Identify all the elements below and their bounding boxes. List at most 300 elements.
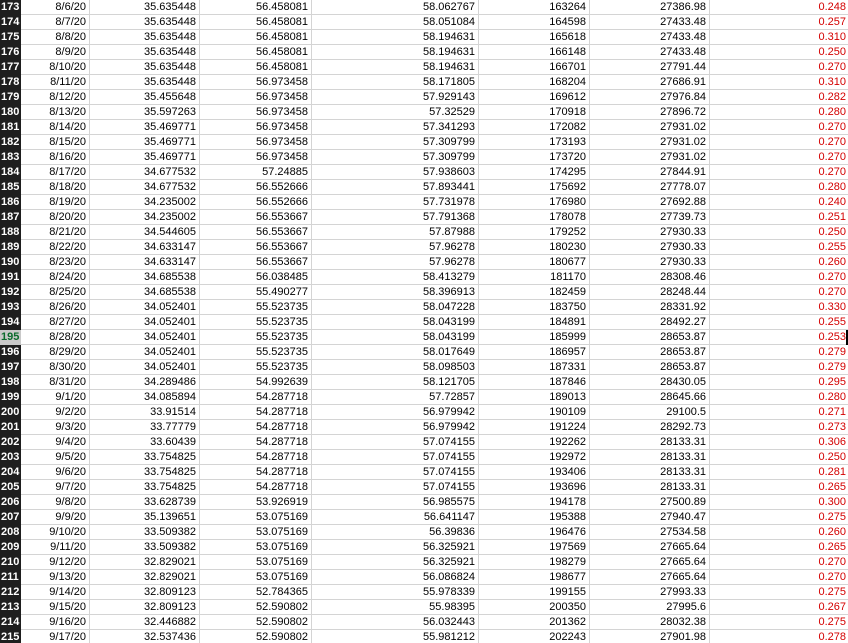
value-cell-a[interactable]: 33.628739 bbox=[90, 495, 200, 510]
row-header[interactable]: 191 bbox=[1, 271, 20, 283]
value-cell-a[interactable]: 35.455648 bbox=[90, 90, 200, 105]
ratio-cell[interactable]: 0.330 bbox=[818, 301, 846, 313]
value-cell-c[interactable]: 57.309799 bbox=[312, 150, 479, 165]
row-header[interactable]: 200 bbox=[1, 406, 20, 418]
date-cell[interactable]: 8/20/20 bbox=[21, 210, 90, 225]
row-header[interactable]: 205 bbox=[1, 481, 20, 493]
count-cell[interactable]: 174295 bbox=[479, 165, 590, 180]
value-cell-b[interactable]: 54.287718 bbox=[200, 435, 312, 450]
ratio-cell[interactable]: 0.270 bbox=[818, 271, 846, 283]
date-cell[interactable]: 8/29/20 bbox=[21, 345, 90, 360]
amount-cell[interactable]: 27930.33 bbox=[590, 240, 710, 255]
ratio-cell[interactable]: 0.265 bbox=[818, 541, 846, 553]
value-cell-b[interactable]: 55.490277 bbox=[200, 285, 312, 300]
count-cell[interactable]: 193696 bbox=[479, 480, 590, 495]
row-header[interactable]: 210 bbox=[1, 556, 20, 568]
value-cell-a[interactable]: 32.809123 bbox=[90, 600, 200, 615]
ratio-cell[interactable]: 0.257 bbox=[818, 16, 846, 28]
value-cell-a[interactable]: 33.754825 bbox=[90, 465, 200, 480]
value-cell-a[interactable]: 35.469771 bbox=[90, 120, 200, 135]
value-cell-a[interactable]: 35.635448 bbox=[90, 60, 200, 75]
date-cell[interactable]: 9/4/20 bbox=[21, 435, 90, 450]
value-cell-a[interactable]: 32.829021 bbox=[90, 570, 200, 585]
value-cell-c[interactable]: 56.979942 bbox=[312, 405, 479, 420]
value-cell-c[interactable]: 57.341293 bbox=[312, 120, 479, 135]
value-cell-c[interactable]: 55.98395 bbox=[312, 600, 479, 615]
amount-cell[interactable]: 27940.47 bbox=[590, 510, 710, 525]
value-cell-a[interactable]: 35.635448 bbox=[90, 30, 200, 45]
count-cell[interactable]: 183750 bbox=[479, 300, 590, 315]
row-header[interactable]: 187 bbox=[1, 211, 20, 223]
row-header[interactable]: 181 bbox=[1, 121, 20, 133]
ratio-cell[interactable]: 0.250 bbox=[818, 46, 846, 58]
value-cell-c[interactable]: 57.893441 bbox=[312, 180, 479, 195]
date-cell[interactable]: 8/28/20 bbox=[21, 330, 90, 345]
date-cell[interactable]: 8/12/20 bbox=[21, 90, 90, 105]
date-cell[interactable]: 8/30/20 bbox=[21, 360, 90, 375]
ratio-cell[interactable]: 0.310 bbox=[818, 31, 846, 43]
row-header[interactable]: 215 bbox=[1, 631, 20, 643]
row-header[interactable]: 214 bbox=[1, 616, 20, 628]
amount-cell[interactable]: 28133.31 bbox=[590, 480, 710, 495]
amount-cell[interactable]: 28430.05 bbox=[590, 375, 710, 390]
count-cell[interactable]: 166701 bbox=[479, 60, 590, 75]
value-cell-c[interactable]: 57.87988 bbox=[312, 225, 479, 240]
ratio-cell[interactable]: 0.279 bbox=[818, 346, 846, 358]
date-cell[interactable]: 8/10/20 bbox=[21, 60, 90, 75]
amount-cell[interactable]: 27931.02 bbox=[590, 150, 710, 165]
amount-cell[interactable]: 27534.58 bbox=[590, 525, 710, 540]
value-cell-b[interactable]: 56.458081 bbox=[200, 30, 312, 45]
ratio-cell[interactable]: 0.310 bbox=[818, 76, 846, 88]
value-cell-a[interactable]: 34.052401 bbox=[90, 345, 200, 360]
date-cell[interactable]: 9/10/20 bbox=[21, 525, 90, 540]
value-cell-c[interactable]: 58.194631 bbox=[312, 45, 479, 60]
count-cell[interactable]: 178078 bbox=[479, 210, 590, 225]
value-cell-b[interactable]: 53.075169 bbox=[200, 510, 312, 525]
value-cell-c[interactable]: 57.731978 bbox=[312, 195, 479, 210]
amount-cell[interactable]: 28032.38 bbox=[590, 615, 710, 630]
value-cell-a[interactable]: 34.544605 bbox=[90, 225, 200, 240]
value-cell-b[interactable]: 56.458081 bbox=[200, 15, 312, 30]
row-header[interactable]: 198 bbox=[1, 376, 20, 388]
count-cell[interactable]: 186957 bbox=[479, 345, 590, 360]
value-cell-a[interactable]: 35.469771 bbox=[90, 135, 200, 150]
date-cell[interactable]: 9/12/20 bbox=[21, 555, 90, 570]
row-header[interactable]: 173 bbox=[1, 1, 20, 13]
value-cell-c[interactable]: 56.641147 bbox=[312, 510, 479, 525]
value-cell-b[interactable]: 56.458081 bbox=[200, 0, 312, 15]
row-header[interactable]: 182 bbox=[1, 136, 20, 148]
value-cell-c[interactable]: 57.32529 bbox=[312, 105, 479, 120]
date-cell[interactable]: 8/31/20 bbox=[21, 375, 90, 390]
ratio-cell[interactable]: 0.275 bbox=[818, 616, 846, 628]
amount-cell[interactable]: 27896.72 bbox=[590, 105, 710, 120]
count-cell[interactable]: 195388 bbox=[479, 510, 590, 525]
ratio-cell[interactable]: 0.270 bbox=[818, 121, 846, 133]
date-cell[interactable]: 8/14/20 bbox=[21, 120, 90, 135]
value-cell-a[interactable]: 34.052401 bbox=[90, 315, 200, 330]
ratio-cell[interactable]: 0.271 bbox=[818, 406, 846, 418]
date-cell[interactable]: 8/6/20 bbox=[21, 0, 90, 15]
value-cell-a[interactable]: 35.635448 bbox=[90, 0, 200, 15]
value-cell-b[interactable]: 55.523735 bbox=[200, 315, 312, 330]
value-cell-a[interactable]: 33.509382 bbox=[90, 525, 200, 540]
row-header[interactable]: 174 bbox=[1, 16, 20, 28]
row-header[interactable]: 207 bbox=[1, 511, 20, 523]
value-cell-b[interactable]: 57.24885 bbox=[200, 165, 312, 180]
amount-cell[interactable]: 29100.5 bbox=[590, 405, 710, 420]
count-cell[interactable]: 163264 bbox=[479, 0, 590, 15]
row-header[interactable]: 180 bbox=[1, 106, 20, 118]
date-cell[interactable]: 9/11/20 bbox=[21, 540, 90, 555]
value-cell-c[interactable]: 58.194631 bbox=[312, 30, 479, 45]
date-cell[interactable]: 8/17/20 bbox=[21, 165, 90, 180]
value-cell-b[interactable]: 53.075169 bbox=[200, 555, 312, 570]
date-cell[interactable]: 9/5/20 bbox=[21, 450, 90, 465]
value-cell-b[interactable]: 54.287718 bbox=[200, 465, 312, 480]
ratio-cell[interactable]: 0.260 bbox=[818, 256, 846, 268]
value-cell-c[interactable]: 57.72857 bbox=[312, 390, 479, 405]
date-cell[interactable]: 8/25/20 bbox=[21, 285, 90, 300]
value-cell-a[interactable]: 33.77779 bbox=[90, 420, 200, 435]
value-cell-c[interactable]: 57.074155 bbox=[312, 450, 479, 465]
count-cell[interactable]: 193406 bbox=[479, 465, 590, 480]
value-cell-a[interactable]: 34.633147 bbox=[90, 240, 200, 255]
ratio-cell[interactable]: 0.270 bbox=[818, 136, 846, 148]
value-cell-c[interactable]: 58.043199 bbox=[312, 315, 479, 330]
ratio-cell[interactable]: 0.295 bbox=[818, 376, 846, 388]
value-cell-c[interactable]: 57.074155 bbox=[312, 465, 479, 480]
value-cell-b[interactable]: 56.553667 bbox=[200, 255, 312, 270]
value-cell-c[interactable]: 56.032443 bbox=[312, 615, 479, 630]
row-header[interactable]: 186 bbox=[1, 196, 20, 208]
count-cell[interactable]: 175692 bbox=[479, 180, 590, 195]
value-cell-b[interactable]: 53.075169 bbox=[200, 525, 312, 540]
row-header[interactable]: 193 bbox=[1, 301, 20, 313]
date-cell[interactable]: 9/13/20 bbox=[21, 570, 90, 585]
row-header[interactable]: 206 bbox=[1, 496, 20, 508]
ratio-cell[interactable]: 0.253 bbox=[818, 331, 846, 343]
ratio-cell[interactable]: 0.280 bbox=[818, 106, 846, 118]
amount-cell[interactable]: 27844.91 bbox=[590, 165, 710, 180]
value-cell-a[interactable]: 34.685538 bbox=[90, 285, 200, 300]
value-cell-b[interactable]: 56.458081 bbox=[200, 60, 312, 75]
row-header[interactable]: 179 bbox=[1, 91, 20, 103]
value-cell-c[interactable]: 58.121705 bbox=[312, 375, 479, 390]
date-cell[interactable]: 8/23/20 bbox=[21, 255, 90, 270]
row-header[interactable]: 185 bbox=[1, 181, 20, 193]
count-cell[interactable]: 164598 bbox=[479, 15, 590, 30]
value-cell-c[interactable]: 56.39836 bbox=[312, 525, 479, 540]
count-cell[interactable]: 199155 bbox=[479, 585, 590, 600]
value-cell-a[interactable]: 34.633147 bbox=[90, 255, 200, 270]
count-cell[interactable]: 168204 bbox=[479, 75, 590, 90]
row-header[interactable]: 190 bbox=[1, 256, 20, 268]
amount-cell[interactable]: 27931.02 bbox=[590, 120, 710, 135]
date-cell[interactable]: 8/26/20 bbox=[21, 300, 90, 315]
amount-cell[interactable]: 28248.44 bbox=[590, 285, 710, 300]
value-cell-c[interactable]: 57.074155 bbox=[312, 480, 479, 495]
amount-cell[interactable]: 28645.66 bbox=[590, 390, 710, 405]
value-cell-b[interactable]: 56.038485 bbox=[200, 270, 312, 285]
ratio-cell[interactable]: 0.280 bbox=[818, 391, 846, 403]
amount-cell[interactable]: 28133.31 bbox=[590, 435, 710, 450]
value-cell-b[interactable]: 53.075169 bbox=[200, 540, 312, 555]
amount-cell[interactable]: 27386.98 bbox=[590, 0, 710, 15]
value-cell-a[interactable]: 35.139651 bbox=[90, 510, 200, 525]
count-cell[interactable]: 169612 bbox=[479, 90, 590, 105]
value-cell-a[interactable]: 32.829021 bbox=[90, 555, 200, 570]
value-cell-b[interactable]: 56.973458 bbox=[200, 105, 312, 120]
date-cell[interactable]: 8/24/20 bbox=[21, 270, 90, 285]
date-cell[interactable]: 8/15/20 bbox=[21, 135, 90, 150]
amount-cell[interactable]: 27931.02 bbox=[590, 135, 710, 150]
date-cell[interactable]: 9/6/20 bbox=[21, 465, 90, 480]
amount-cell[interactable]: 27665.64 bbox=[590, 555, 710, 570]
date-cell[interactable]: 8/9/20 bbox=[21, 45, 90, 60]
value-cell-a[interactable]: 33.91514 bbox=[90, 405, 200, 420]
row-header[interactable]: 183 bbox=[1, 151, 20, 163]
amount-cell[interactable]: 27686.91 bbox=[590, 75, 710, 90]
count-cell[interactable]: 196476 bbox=[479, 525, 590, 540]
date-cell[interactable]: 8/21/20 bbox=[21, 225, 90, 240]
ratio-cell[interactable]: 0.270 bbox=[818, 166, 846, 178]
amount-cell[interactable]: 27930.33 bbox=[590, 255, 710, 270]
date-cell[interactable]: 8/11/20 bbox=[21, 75, 90, 90]
value-cell-c[interactable]: 58.062767 bbox=[312, 0, 479, 15]
count-cell[interactable]: 172082 bbox=[479, 120, 590, 135]
value-cell-c[interactable]: 56.979942 bbox=[312, 420, 479, 435]
amount-cell[interactable]: 27739.73 bbox=[590, 210, 710, 225]
row-header[interactable]: 188 bbox=[1, 226, 20, 238]
date-cell[interactable]: 9/14/20 bbox=[21, 585, 90, 600]
amount-cell[interactable]: 27665.64 bbox=[590, 570, 710, 585]
value-cell-b[interactable]: 55.523735 bbox=[200, 300, 312, 315]
count-cell[interactable]: 190109 bbox=[479, 405, 590, 420]
value-cell-a[interactable]: 34.052401 bbox=[90, 300, 200, 315]
value-cell-b[interactable]: 56.552666 bbox=[200, 195, 312, 210]
row-header[interactable]: 177 bbox=[1, 61, 20, 73]
ratio-cell[interactable]: 0.300 bbox=[818, 496, 846, 508]
row-header[interactable]: 195 bbox=[1, 331, 20, 343]
value-cell-b[interactable]: 56.973458 bbox=[200, 120, 312, 135]
row-header[interactable]: 212 bbox=[1, 586, 20, 598]
amount-cell[interactable]: 27500.89 bbox=[590, 495, 710, 510]
date-cell[interactable]: 8/19/20 bbox=[21, 195, 90, 210]
ratio-cell[interactable]: 0.275 bbox=[818, 511, 846, 523]
amount-cell[interactable]: 27791.44 bbox=[590, 60, 710, 75]
amount-cell[interactable]: 28133.31 bbox=[590, 465, 710, 480]
value-cell-a[interactable]: 34.052401 bbox=[90, 330, 200, 345]
ratio-cell[interactable]: 0.255 bbox=[818, 316, 846, 328]
value-cell-b[interactable]: 56.458081 bbox=[200, 45, 312, 60]
date-cell[interactable]: 9/9/20 bbox=[21, 510, 90, 525]
value-cell-a[interactable]: 33.754825 bbox=[90, 450, 200, 465]
value-cell-c[interactable]: 55.981212 bbox=[312, 630, 479, 643]
date-cell[interactable]: 8/16/20 bbox=[21, 150, 90, 165]
value-cell-a[interactable]: 34.235002 bbox=[90, 195, 200, 210]
value-cell-c[interactable]: 58.043199 bbox=[312, 330, 479, 345]
amount-cell[interactable]: 27692.88 bbox=[590, 195, 710, 210]
row-header[interactable]: 201 bbox=[1, 421, 20, 433]
amount-cell[interactable]: 27433.48 bbox=[590, 30, 710, 45]
value-cell-a[interactable]: 34.677532 bbox=[90, 180, 200, 195]
value-cell-b[interactable]: 56.552666 bbox=[200, 180, 312, 195]
ratio-cell[interactable]: 0.267 bbox=[818, 601, 846, 613]
ratio-cell[interactable]: 0.270 bbox=[818, 571, 846, 583]
date-cell[interactable]: 8/18/20 bbox=[21, 180, 90, 195]
ratio-cell[interactable]: 0.248 bbox=[818, 1, 846, 13]
value-cell-b[interactable]: 56.973458 bbox=[200, 75, 312, 90]
count-cell[interactable]: 176980 bbox=[479, 195, 590, 210]
date-cell[interactable]: 8/13/20 bbox=[21, 105, 90, 120]
count-cell[interactable]: 198677 bbox=[479, 570, 590, 585]
amount-cell[interactable]: 27433.48 bbox=[590, 15, 710, 30]
value-cell-b[interactable]: 52.590802 bbox=[200, 615, 312, 630]
value-cell-b[interactable]: 54.287718 bbox=[200, 480, 312, 495]
value-cell-b[interactable]: 55.523735 bbox=[200, 345, 312, 360]
amount-cell[interactable]: 28292.73 bbox=[590, 420, 710, 435]
amount-cell[interactable]: 28653.87 bbox=[590, 360, 710, 375]
value-cell-b[interactable]: 52.590802 bbox=[200, 600, 312, 615]
value-cell-a[interactable]: 34.085894 bbox=[90, 390, 200, 405]
value-cell-b[interactable]: 52.590802 bbox=[200, 630, 312, 643]
count-cell[interactable]: 201362 bbox=[479, 615, 590, 630]
value-cell-c[interactable]: 56.985575 bbox=[312, 495, 479, 510]
amount-cell[interactable]: 28653.87 bbox=[590, 345, 710, 360]
value-cell-b[interactable]: 54.287718 bbox=[200, 390, 312, 405]
row-header[interactable]: 197 bbox=[1, 361, 20, 373]
value-cell-a[interactable]: 35.597263 bbox=[90, 105, 200, 120]
count-cell[interactable]: 173193 bbox=[479, 135, 590, 150]
count-cell[interactable]: 198279 bbox=[479, 555, 590, 570]
count-cell[interactable]: 191224 bbox=[479, 420, 590, 435]
value-cell-c[interactable]: 57.309799 bbox=[312, 135, 479, 150]
value-cell-a[interactable]: 33.754825 bbox=[90, 480, 200, 495]
value-cell-c[interactable]: 58.194631 bbox=[312, 60, 479, 75]
value-cell-c[interactable]: 58.171805 bbox=[312, 75, 479, 90]
row-header[interactable]: 194 bbox=[1, 316, 20, 328]
value-cell-a[interactable]: 35.469771 bbox=[90, 150, 200, 165]
ratio-cell[interactable]: 0.270 bbox=[818, 61, 846, 73]
amount-cell[interactable]: 27930.33 bbox=[590, 225, 710, 240]
amount-cell[interactable]: 27433.48 bbox=[590, 45, 710, 60]
amount-cell[interactable]: 27995.6 bbox=[590, 600, 710, 615]
value-cell-c[interactable]: 57.929143 bbox=[312, 90, 479, 105]
amount-cell[interactable]: 28308.46 bbox=[590, 270, 710, 285]
row-header[interactable]: 211 bbox=[0, 570, 21, 585]
count-cell[interactable]: 180230 bbox=[479, 240, 590, 255]
date-cell[interactable]: 9/1/20 bbox=[21, 390, 90, 405]
value-cell-c[interactable]: 57.96278 bbox=[312, 255, 479, 270]
value-cell-a[interactable]: 34.289486 bbox=[90, 375, 200, 390]
value-cell-b[interactable]: 56.553667 bbox=[200, 225, 312, 240]
count-cell[interactable]: 182459 bbox=[479, 285, 590, 300]
date-cell[interactable]: 9/8/20 bbox=[21, 495, 90, 510]
count-cell[interactable]: 187846 bbox=[479, 375, 590, 390]
amount-cell[interactable]: 28492.27 bbox=[590, 315, 710, 330]
value-cell-c[interactable]: 58.051084 bbox=[312, 15, 479, 30]
value-cell-c[interactable]: 57.791368 bbox=[312, 210, 479, 225]
count-cell[interactable]: 189013 bbox=[479, 390, 590, 405]
ratio-cell[interactable]: 0.250 bbox=[818, 226, 846, 238]
date-cell[interactable]: 9/15/20 bbox=[21, 600, 90, 615]
count-cell[interactable]: 173720 bbox=[479, 150, 590, 165]
date-cell[interactable]: 9/16/20 bbox=[21, 615, 90, 630]
row-header[interactable]: 202 bbox=[1, 436, 20, 448]
row-header[interactable]: 199 bbox=[1, 391, 20, 403]
row-header[interactable]: 209 bbox=[1, 541, 20, 553]
value-cell-a[interactable]: 34.685538 bbox=[90, 270, 200, 285]
value-cell-b[interactable]: 53.926919 bbox=[200, 495, 312, 510]
ratio-cell[interactable]: 0.280 bbox=[818, 181, 846, 193]
ratio-cell[interactable]: 0.282 bbox=[818, 91, 846, 103]
row-header[interactable]: 213 bbox=[1, 601, 20, 613]
value-cell-b[interactable]: 55.523735 bbox=[200, 360, 312, 375]
value-cell-a[interactable]: 32.446882 bbox=[90, 615, 200, 630]
value-cell-c[interactable]: 58.396913 bbox=[312, 285, 479, 300]
amount-cell[interactable]: 27976.84 bbox=[590, 90, 710, 105]
date-cell[interactable]: 8/22/20 bbox=[21, 240, 90, 255]
value-cell-c[interactable]: 56.325921 bbox=[312, 540, 479, 555]
value-cell-b[interactable]: 53.075169 bbox=[200, 570, 312, 585]
value-cell-b[interactable]: 56.973458 bbox=[200, 90, 312, 105]
value-cell-a[interactable]: 35.635448 bbox=[90, 75, 200, 90]
date-cell[interactable]: 9/17/20 bbox=[21, 630, 90, 643]
value-cell-a[interactable]: 34.052401 bbox=[90, 360, 200, 375]
amount-cell[interactable]: 27665.64 bbox=[590, 540, 710, 555]
value-cell-c[interactable]: 57.938603 bbox=[312, 165, 479, 180]
value-cell-b[interactable]: 56.973458 bbox=[200, 135, 312, 150]
ratio-cell[interactable]: 0.270 bbox=[818, 151, 846, 163]
ratio-cell[interactable]: 0.251 bbox=[818, 211, 846, 223]
amount-cell[interactable]: 28331.92 bbox=[590, 300, 710, 315]
ratio-cell[interactable]: 0.273 bbox=[818, 421, 846, 433]
ratio-cell[interactable]: 0.255 bbox=[818, 241, 846, 253]
count-cell[interactable]: 179252 bbox=[479, 225, 590, 240]
row-header[interactable]: 175 bbox=[1, 31, 20, 43]
ratio-cell[interactable]: 0.260 bbox=[818, 526, 846, 538]
row-header[interactable]: 189 bbox=[1, 241, 20, 253]
count-cell[interactable]: 192972 bbox=[479, 450, 590, 465]
value-cell-b[interactable]: 54.992639 bbox=[200, 375, 312, 390]
row-header[interactable]: 176 bbox=[1, 46, 20, 58]
value-cell-b[interactable]: 56.553667 bbox=[200, 210, 312, 225]
ratio-cell[interactable]: 0.270 bbox=[818, 286, 846, 298]
count-cell[interactable]: 200350 bbox=[479, 600, 590, 615]
value-cell-a[interactable]: 32.809123 bbox=[90, 585, 200, 600]
row-header[interactable]: 196 bbox=[1, 346, 20, 358]
count-cell[interactable]: 181170 bbox=[479, 270, 590, 285]
value-cell-a[interactable]: 33.509382 bbox=[90, 540, 200, 555]
amount-cell[interactable]: 28133.31 bbox=[590, 450, 710, 465]
value-cell-c[interactable]: 58.413279 bbox=[312, 270, 479, 285]
date-cell[interactable]: 9/2/20 bbox=[21, 405, 90, 420]
value-cell-b[interactable]: 56.553667 bbox=[200, 240, 312, 255]
value-cell-b[interactable]: 54.287718 bbox=[200, 420, 312, 435]
count-cell[interactable]: 202243 bbox=[479, 630, 590, 643]
value-cell-c[interactable]: 56.086824 bbox=[312, 570, 479, 585]
value-cell-a[interactable]: 34.677532 bbox=[90, 165, 200, 180]
date-cell[interactable]: 8/27/20 bbox=[21, 315, 90, 330]
count-cell[interactable]: 197569 bbox=[479, 540, 590, 555]
ratio-cell[interactable]: 0.270 bbox=[818, 556, 846, 568]
value-cell-b[interactable]: 52.784365 bbox=[200, 585, 312, 600]
ratio-cell[interactable]: 0.281 bbox=[818, 466, 846, 478]
value-cell-c[interactable]: 57.96278 bbox=[312, 240, 479, 255]
row-header[interactable]: 184 bbox=[1, 166, 20, 178]
